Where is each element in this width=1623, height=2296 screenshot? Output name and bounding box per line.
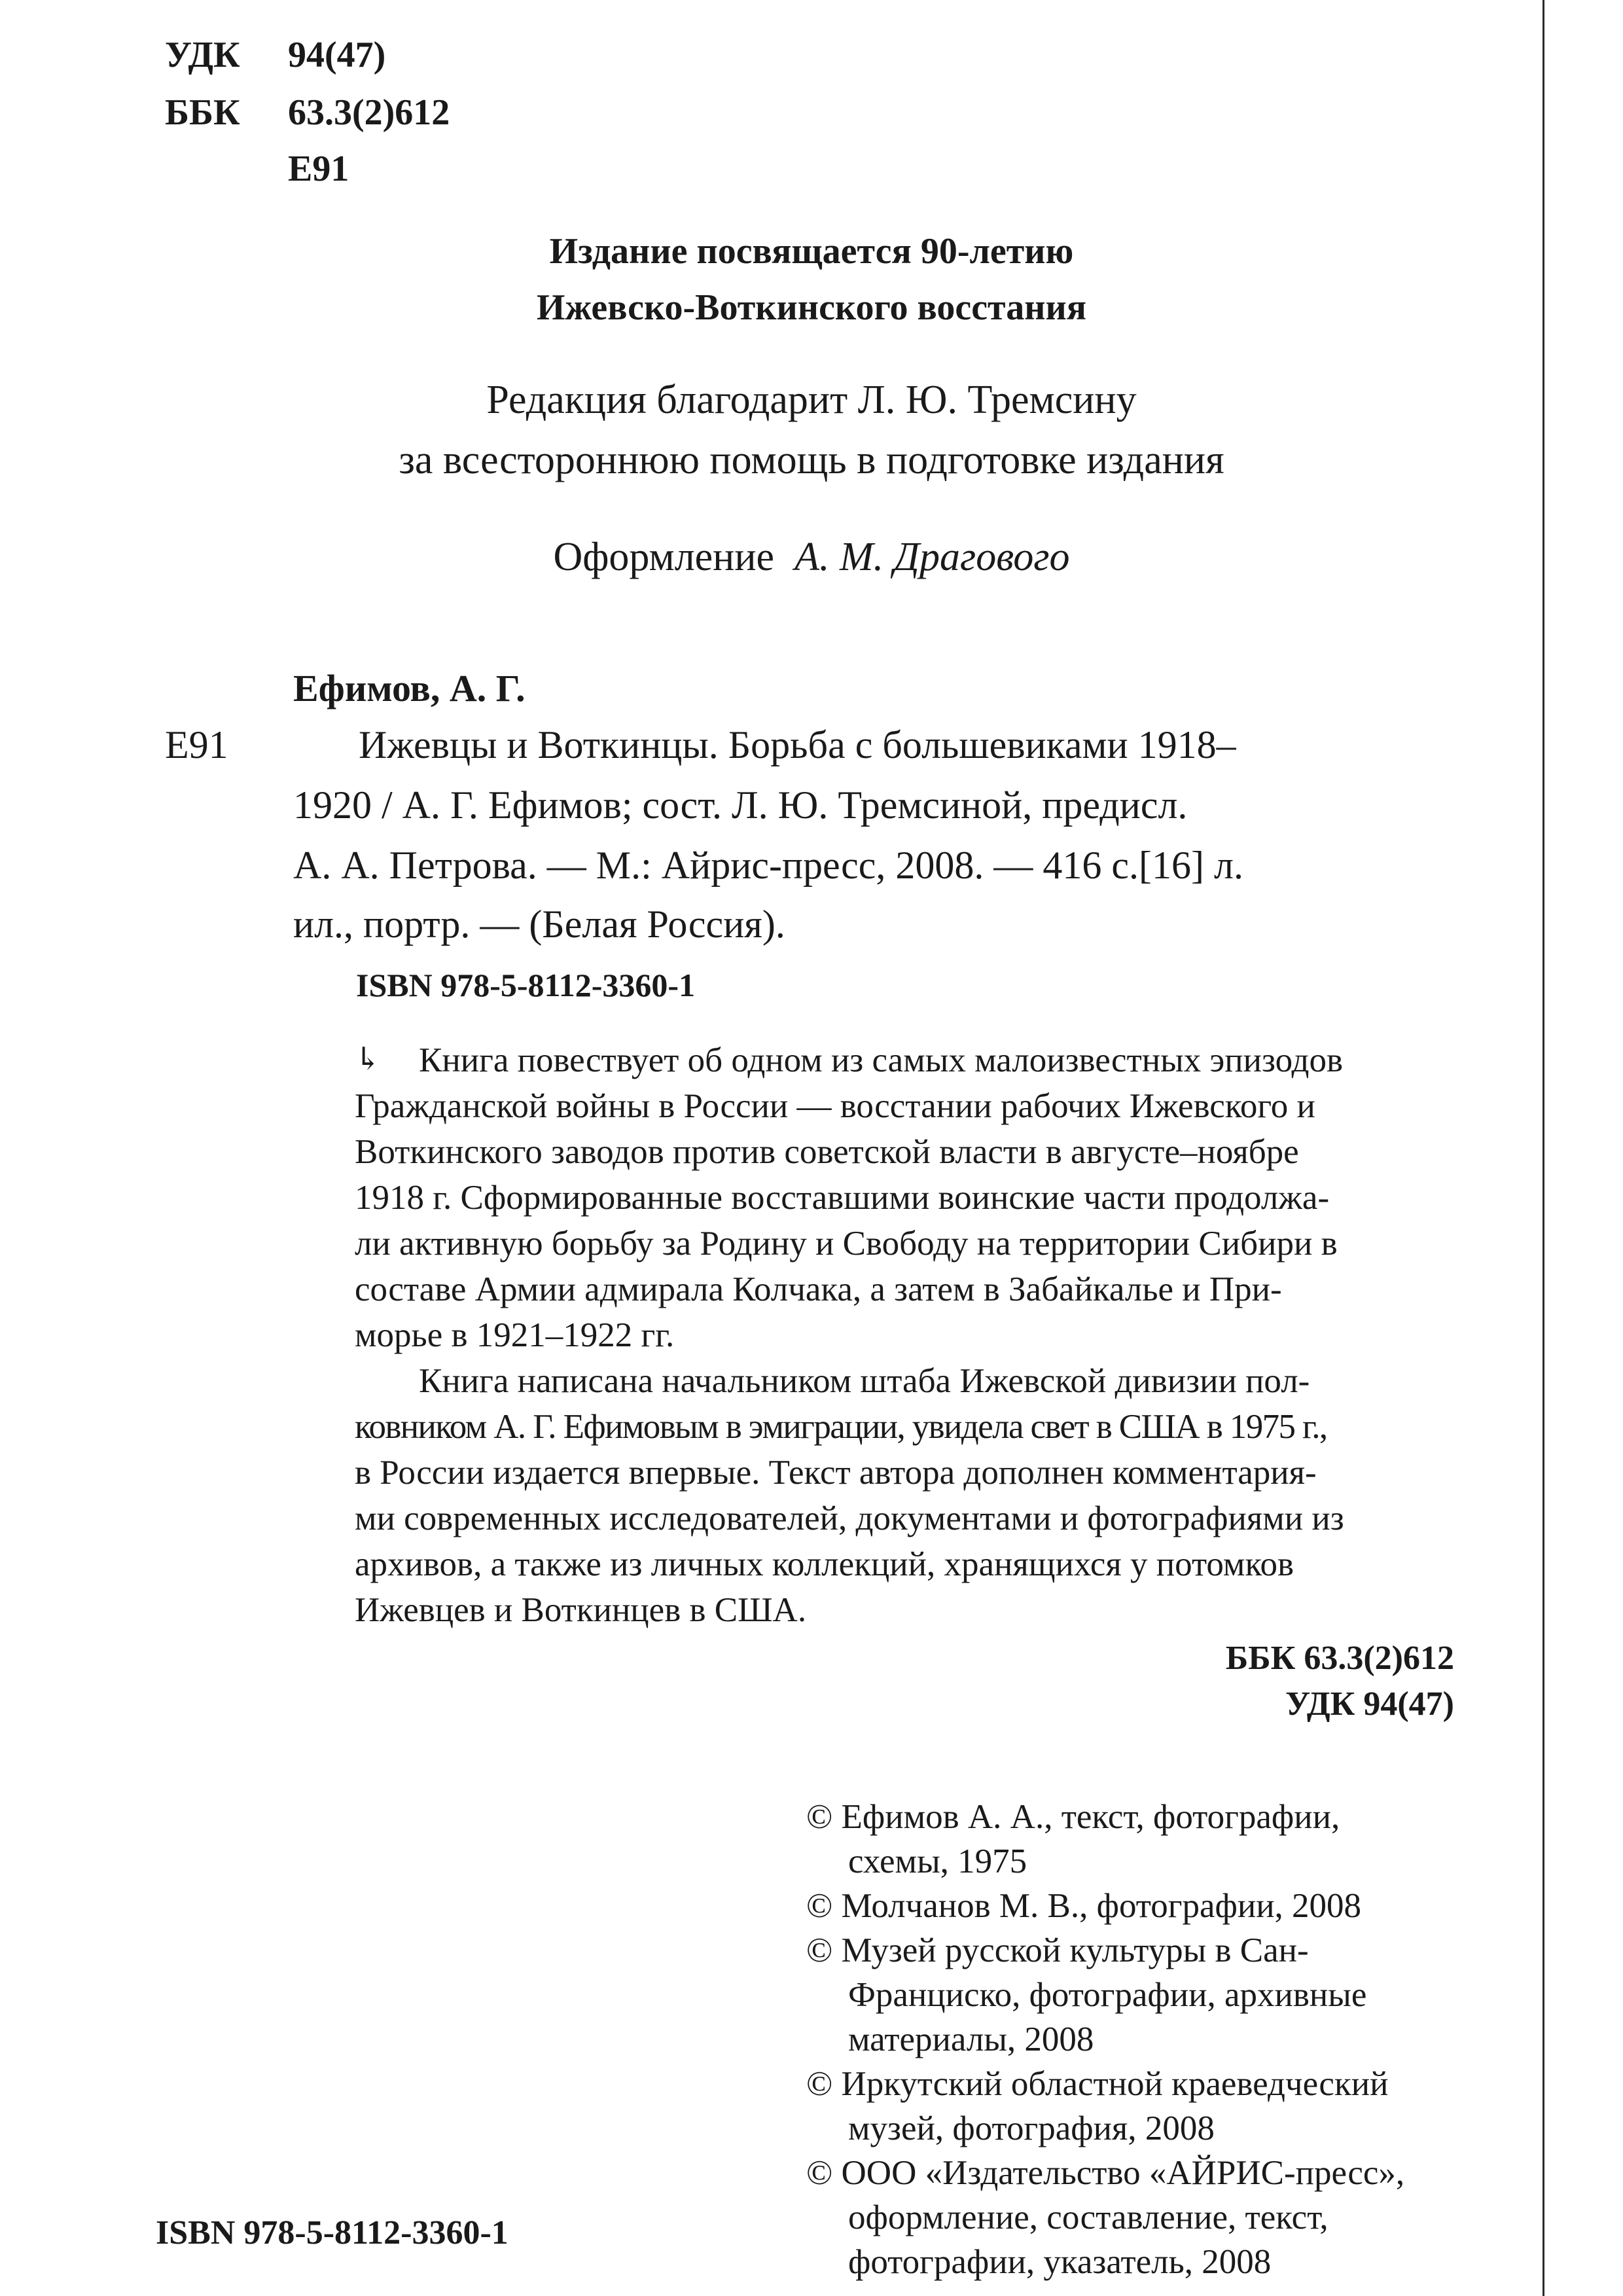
copyright-line-4: © Музей русской культуры в Сан-	[806, 1931, 1309, 1969]
bottom-isbn: ISBN 978-5-8112-3360-1	[156, 2214, 508, 2251]
annotation-p2-line-4: ми современных исследователей, документами и фотографиями из	[355, 1499, 1344, 1537]
catalog-mark: Е91	[165, 723, 228, 766]
copyright-line-6: материалы, 2008	[848, 2020, 1094, 2058]
annotation-p2-line-6: Ижевцев и Воткинцев в США.	[355, 1591, 807, 1629]
annotation-p2-line-1: Книга написана начальником штаба Ижевской дивизии пол-	[419, 1362, 1310, 1400]
dedication-line-1: Издание посвящается 90-летию	[549, 231, 1074, 272]
copyright-line-7: © Иркутский областной краеведческий	[806, 2065, 1389, 2103]
annotation-p1-line-7: морье в 1921–1922 гг.	[355, 1316, 675, 1354]
catalog-line-4: ил., портр. — (Белая Россия).	[293, 903, 785, 946]
design-credit-label: Оформление	[553, 535, 775, 579]
copyright-line-9: © ООО «Издательство «АЙРИС-пресс»,	[806, 2154, 1405, 2192]
copyright-line-11: фотографии, указатель, 2008	[848, 2243, 1272, 2281]
copyright-line-3: © Молчанов М. В., фотографии, 2008	[806, 1887, 1362, 1925]
copyright-line-1: © Ефимов А. А., текст, фотографии,	[806, 1798, 1340, 1836]
page-edge-rule	[1543, 0, 1544, 2296]
copyright-line-8: музей, фотография, 2008	[848, 2109, 1215, 2147]
catalog-line-1: Ижевцы и Воткинцы. Борьба с большевиками 1918–	[359, 723, 1236, 766]
udk-label: УДК	[165, 35, 240, 75]
bbk-value: 63.3(2)612	[288, 92, 450, 133]
footer-bbk: ББК 63.3(2)612	[1225, 1640, 1454, 1677]
annotation-mark-icon: ↳	[355, 1042, 382, 1077]
annotation-p1-line-4: 1918 г. Сформированные восставшими воинские части продолжа-	[355, 1179, 1330, 1217]
annotation-p1-line-5: ли активную борьбу за Родину и Свободу на территории Сибири в	[355, 1225, 1338, 1263]
annotation-p1-line-6: составе Армии адмирала Колчака, а затем в Забайкалье и При-	[355, 1270, 1282, 1308]
author-mark: Е91	[288, 149, 349, 189]
annotation-p1-line-3: Воткинского заводов против советской власти в августе–ноябре	[355, 1133, 1299, 1171]
copyright-line-5: Франциско, фотографии, архивные	[848, 1976, 1367, 2014]
design-credit	[0, 534, 1623, 581]
annotation-p2-line-3: в России издается впервые. Текст автора дополнен комментария-	[355, 1454, 1317, 1492]
annotation-p2-line-5: архивов, а также из личных коллекций, хранящихся у потомков	[355, 1545, 1294, 1583]
design-credit-name: А. М. Драгового	[794, 535, 1070, 579]
dedication-line-2: Ижевско-Воткинского восстания	[536, 287, 1087, 328]
acknowledgement-line-2: за всестороннюю помощь в подготовке издания	[399, 438, 1224, 482]
annotation-p1-line-2: Гражданской войны в России — восстании рабочих Ижевского и	[355, 1087, 1315, 1125]
copyright-line-10: оформление, составление, текст,	[848, 2198, 1329, 2236]
acknowledgement-line-1: Редакция благодарит Л. Ю. Тремсину	[486, 378, 1137, 422]
catalog-isbn: ISBN 978-5-8112-3360-1	[356, 967, 696, 1003]
copyright-line-2: схемы, 1975	[848, 1842, 1027, 1880]
bbk-label: ББК	[165, 92, 240, 133]
catalog-line-3: А. А. Петрова. — М.: Айрис-пресс, 2008. — 416 с.[16] л.	[293, 844, 1243, 887]
udk-value: 94(47)	[288, 35, 386, 75]
catalog-author: Ефимов, А. Г.	[293, 667, 526, 709]
catalog-line-2: 1920 / А. Г. Ефимов; сост. Л. Ю. Тремсиной, предисл.	[293, 783, 1188, 827]
annotation-p1-line-1: Книга повествует об одном из самых малоизвестных эпизодов	[419, 1041, 1344, 1079]
annotation-p2-line-2: ковником А. Г. Ефимовым в эмиграции, увидела свет в США в 1975 г.,	[355, 1408, 1327, 1446]
footer-udk: УДК 94(47)	[1285, 1685, 1454, 1723]
